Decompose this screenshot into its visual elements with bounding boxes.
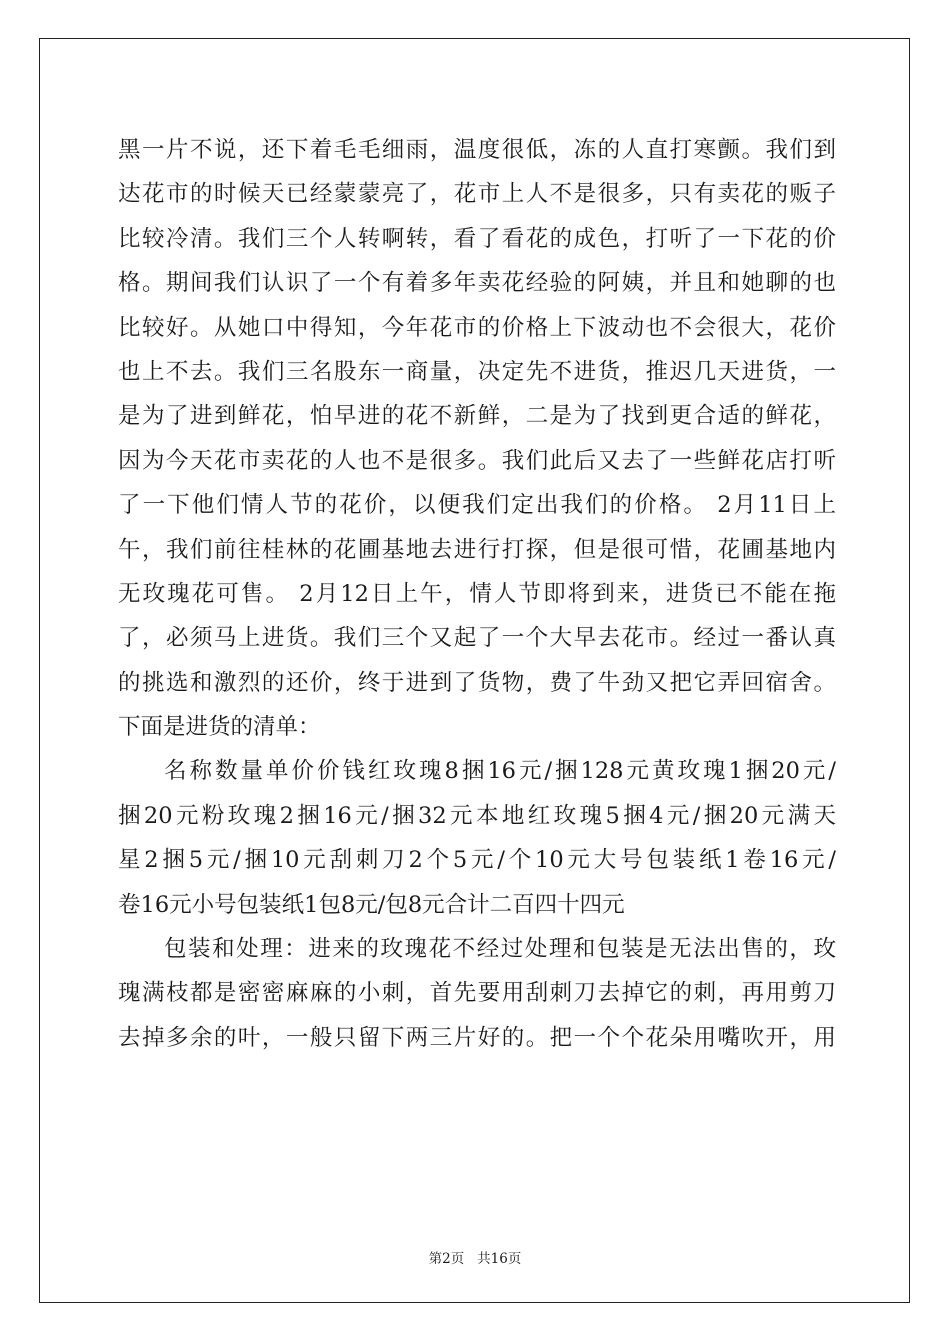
text-line: 格。期间我们认识了一个有着多年卖花经验的阿姨，并且和她聊的也: [118, 270, 836, 297]
text-line: 包装和处理：进来的玫瑰花不经过处理和包装是无法出售的，玫: [164, 936, 836, 963]
text-line: 午，我们前往桂林的花圃基地去进行打探，但是很可惜，花圃基地内: [118, 536, 836, 563]
text-line: 去掉多余的叶，一般只留下两三片好的。把一个个花朵用嘴吹开，用: [118, 1024, 836, 1051]
text-line: 的挑选和激烈的还价，终于进到了货物，费了牛劲又把它弄回宿舍。: [118, 669, 836, 696]
text-line: 比较冷清。我们三个人转啊转，看了看花的成色，打听了一下花的价: [118, 225, 836, 252]
text-line: 黑一片不说，还下着毛毛细雨，温度很低，冻的人直打寒颤。我们到: [118, 137, 836, 163]
purchase-list-paragraph: [118, 749, 836, 927]
paragraph: [118, 128, 836, 749]
paragraph: [118, 927, 836, 1060]
text-line: 因为今天花市卖花的人也不是很多。我们此后又去了一些鲜花店打听: [118, 447, 836, 474]
text-line: 名称数量单价价钱红玫瑰8捆16元/捆128元黄玫瑰1捆20元/: [164, 758, 836, 785]
text-line: 瑰满枝都是密密麻麻的小刺，首先要用刮刺刀去掉它的刺，再用剪刀: [118, 980, 836, 1007]
text-line: 了一下他们情人节的花价，以便我们定出我们的价格。 2月11日上: [118, 492, 836, 519]
page-number: 第2页 共16页: [428, 1251, 522, 1267]
text-line: 了，必须马上进货。我们三个又起了一个大早去花市。经过一番认真: [118, 625, 836, 652]
text-line: 无玫瑰花可售。 2月12日上午，情人节即将到来，进货已不能在拖: [118, 580, 836, 607]
text-line: 比较好。从她口中得知，今年花市的价格上下波动也不会很大，花价: [118, 314, 836, 341]
text-line: 是为了进到鲜花，怕早进的花不新鲜，二是为了找到更合适的鲜花，: [118, 403, 836, 430]
text-line: 达花市的时候天已经蒙蒙亮了，花市上人不是很多，只有卖花的贩子: [118, 181, 836, 208]
text-line: 捆20元粉玫瑰2捆16元/捆32元本地红玫瑰5捆4元/捆20元满天: [118, 802, 836, 829]
text-line: 下面是进货的清单：: [118, 714, 321, 741]
document-body: [118, 128, 836, 1060]
text-line: 也上不去。我们三名股东一商量，决定先不进货，推迟几天进货，一: [118, 358, 836, 385]
text-line: 卷16元小号包装纸1包8元/包8元合计二百四十四元: [118, 891, 625, 918]
text-line: 星2捆5元/捆10元刮刺刀2个5元/个10元大号包装纸1卷16元/: [118, 847, 836, 874]
